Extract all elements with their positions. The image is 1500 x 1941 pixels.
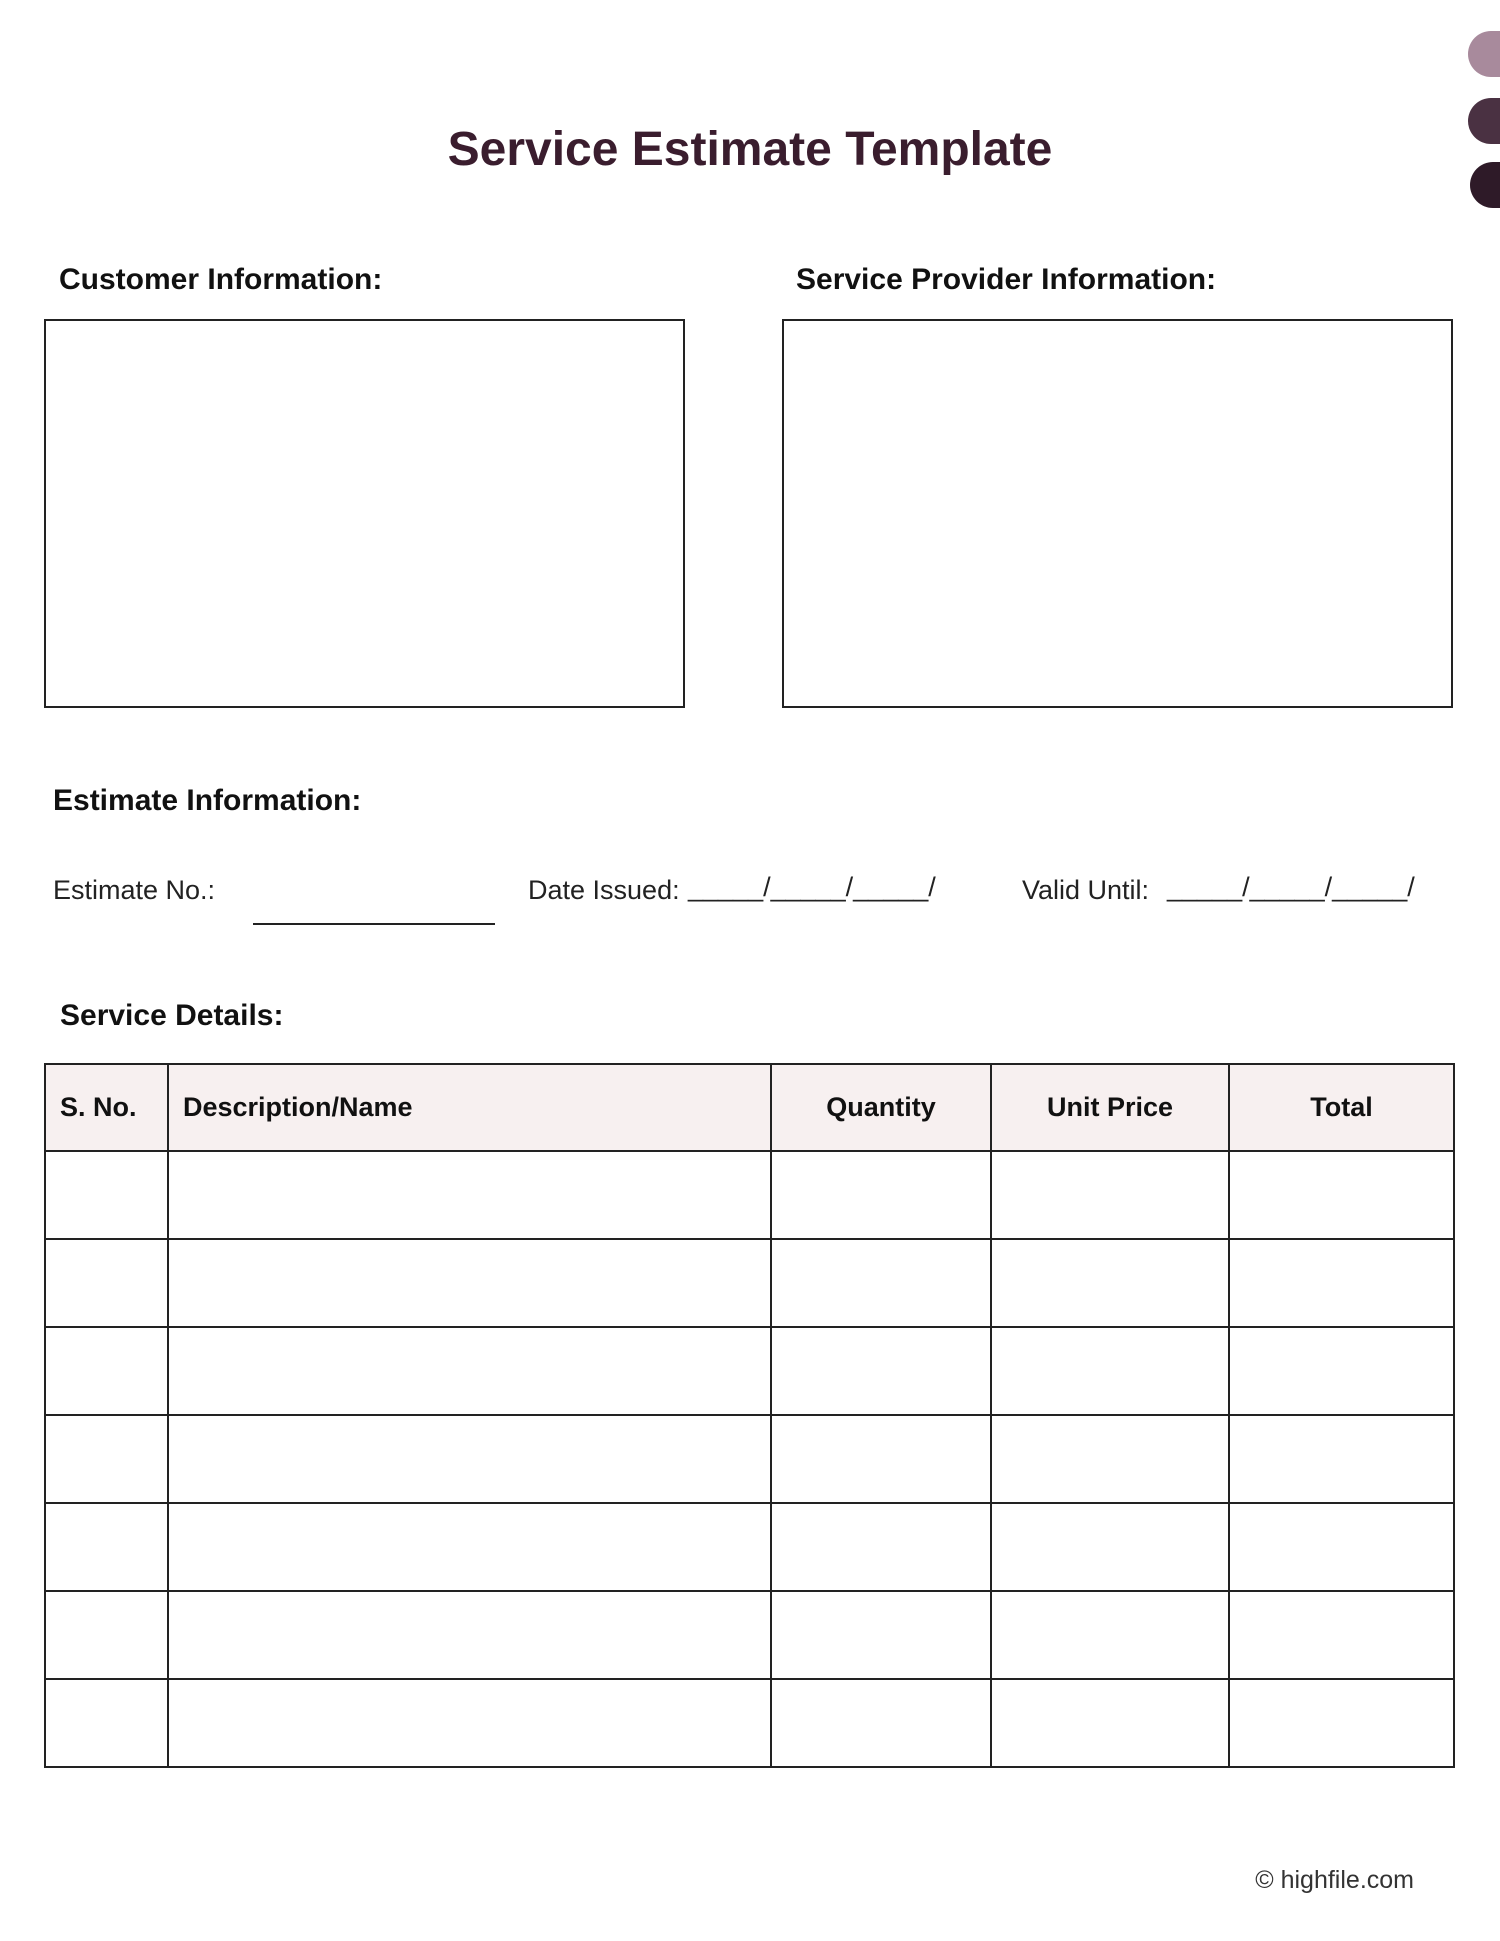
cell-unit-price[interactable] bbox=[991, 1503, 1229, 1591]
valid-until-field[interactable]: _____/_____/_____/ bbox=[1167, 872, 1415, 902]
cell-serial[interactable] bbox=[45, 1327, 168, 1415]
cell-description[interactable] bbox=[168, 1239, 771, 1327]
table-row bbox=[45, 1503, 1454, 1591]
column-header-description: Description/Name bbox=[168, 1064, 771, 1151]
table-row bbox=[45, 1327, 1454, 1415]
cell-description[interactable] bbox=[168, 1503, 771, 1591]
estimate-number-field[interactable] bbox=[253, 923, 495, 925]
cell-quantity[interactable] bbox=[771, 1327, 991, 1415]
cell-quantity[interactable] bbox=[771, 1679, 991, 1767]
cell-quantity[interactable] bbox=[771, 1591, 991, 1679]
customer-info-label: Customer Information: bbox=[59, 263, 383, 296]
provider-info-box[interactable] bbox=[782, 319, 1453, 708]
cell-unit-price[interactable] bbox=[991, 1415, 1229, 1503]
cell-serial[interactable] bbox=[45, 1503, 168, 1591]
column-header-quantity: Quantity bbox=[771, 1064, 991, 1151]
copyright-footer: © highfile.com bbox=[1255, 1866, 1414, 1894]
cell-total[interactable] bbox=[1229, 1151, 1454, 1239]
cell-unit-price[interactable] bbox=[991, 1327, 1229, 1415]
column-header-unit-price: Unit Price bbox=[991, 1064, 1229, 1151]
cell-description[interactable] bbox=[168, 1679, 771, 1767]
table-row bbox=[45, 1679, 1454, 1767]
cell-serial[interactable] bbox=[45, 1679, 168, 1767]
cell-unit-price[interactable] bbox=[991, 1151, 1229, 1239]
cell-unit-price[interactable] bbox=[991, 1239, 1229, 1327]
column-header-total: Total bbox=[1229, 1064, 1454, 1151]
cell-total[interactable] bbox=[1229, 1327, 1454, 1415]
cell-total[interactable] bbox=[1229, 1591, 1454, 1679]
cell-description[interactable] bbox=[168, 1151, 771, 1239]
cell-serial[interactable] bbox=[45, 1239, 168, 1327]
cell-quantity[interactable] bbox=[771, 1151, 991, 1239]
service-details-label: Service Details: bbox=[60, 999, 284, 1032]
cell-total[interactable] bbox=[1229, 1415, 1454, 1503]
cell-total[interactable] bbox=[1229, 1679, 1454, 1767]
date-issued-label: Date Issued: bbox=[528, 875, 680, 905]
cell-unit-price[interactable] bbox=[991, 1679, 1229, 1767]
cell-serial[interactable] bbox=[45, 1415, 168, 1503]
customer-info-box[interactable] bbox=[44, 319, 685, 708]
date-issued-field[interactable]: _____/_____/_____/ bbox=[688, 872, 936, 902]
table-row bbox=[45, 1151, 1454, 1239]
decor-dot-1 bbox=[1468, 31, 1500, 77]
provider-info-label: Service Provider Information: bbox=[796, 263, 1217, 296]
cell-serial[interactable] bbox=[45, 1591, 168, 1679]
table-header-row bbox=[45, 1064, 1454, 1151]
service-details-table bbox=[44, 1063, 1455, 1768]
column-header-serial: S. No. bbox=[45, 1064, 168, 1151]
table-row bbox=[45, 1415, 1454, 1503]
cell-total[interactable] bbox=[1229, 1503, 1454, 1591]
cell-quantity[interactable] bbox=[771, 1503, 991, 1591]
estimate-info-label: Estimate Information: bbox=[53, 784, 362, 817]
cell-description[interactable] bbox=[168, 1327, 771, 1415]
page-title: Service Estimate Template bbox=[447, 123, 1053, 176]
cell-total[interactable] bbox=[1229, 1239, 1454, 1327]
cell-description[interactable] bbox=[168, 1591, 771, 1679]
table-row bbox=[45, 1591, 1454, 1679]
valid-until-label: Valid Until: bbox=[1022, 875, 1150, 905]
cell-quantity[interactable] bbox=[771, 1239, 991, 1327]
cell-unit-price[interactable] bbox=[991, 1591, 1229, 1679]
estimate-number-label: Estimate No.: bbox=[53, 875, 216, 905]
cell-quantity[interactable] bbox=[771, 1415, 991, 1503]
cell-serial[interactable] bbox=[45, 1151, 168, 1239]
table-row bbox=[45, 1239, 1454, 1327]
cell-description[interactable] bbox=[168, 1415, 771, 1503]
